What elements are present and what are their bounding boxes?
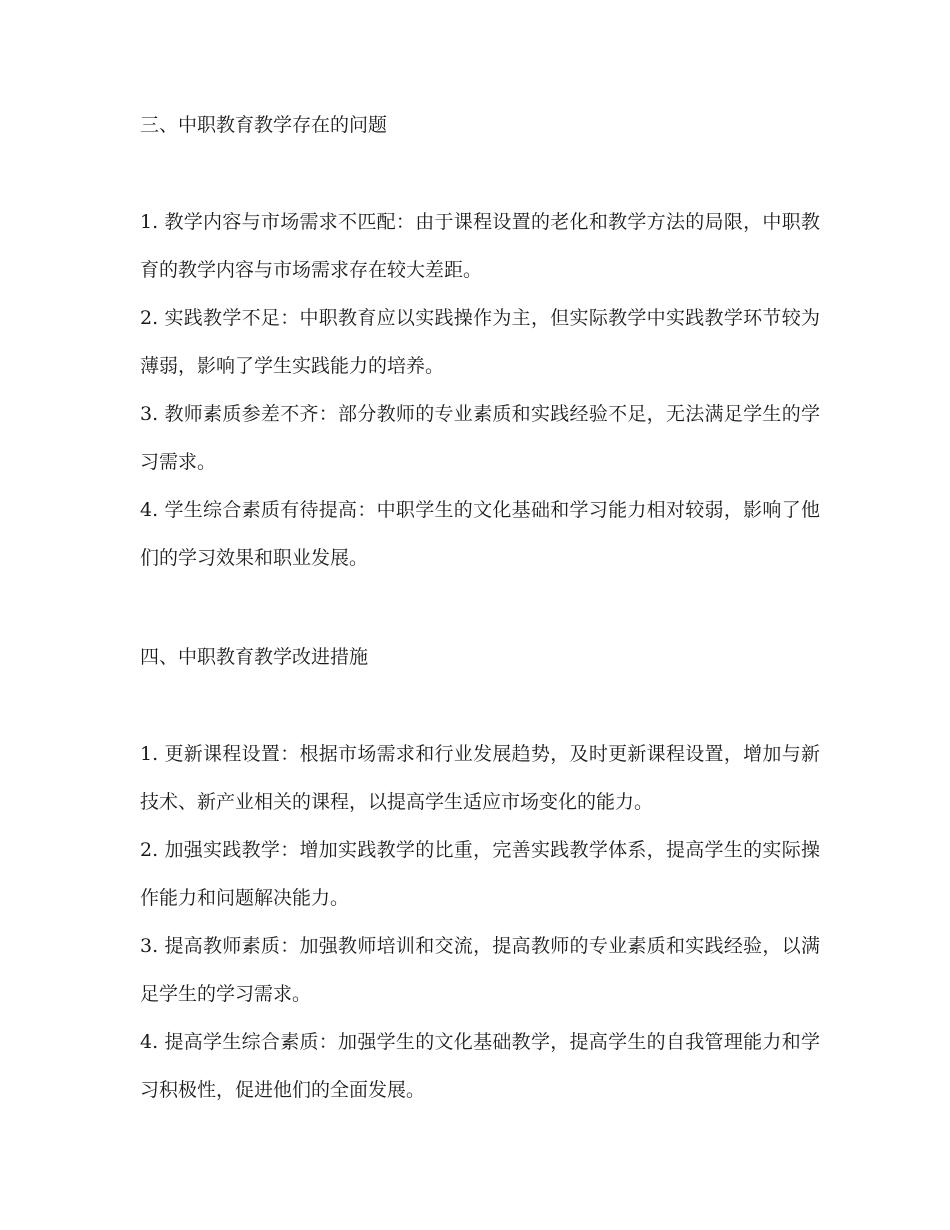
measure-item-3: 3. 提高教师素质：加强教师培训和交流，提高教师的专业素质和实践经验，以满足学生的学习需求。	[140, 935, 820, 1005]
problem-item-2: 2. 实践教学不足：中职教育应以实践操作为主，但实际教学中实践教学环节较为薄弱，影响了学生实践能力的培养。	[140, 307, 820, 377]
measure-item-2: 2. 加强实践教学：增加实践教学的比重，完善实践教学体系，提高学生的实际操作能力和问题解决能力。	[140, 839, 820, 909]
measure-item-1: 1. 更新课程设置：根据市场需求和行业发展趋势，及时更新课程设置，增加与新技术、新产业相关的课程，以提高学生适应市场变化的能力。	[140, 743, 820, 813]
problem-item-4: 4. 学生综合素质有待提高：中职学生的文化基础和学习能力相对较弱，影响了他们的学习效果和职业发展。	[140, 499, 820, 569]
section-heading-problems: 三、中职教育教学存在的问题	[140, 114, 388, 136]
measure-item-4: 4. 提高学生综合素质：加强学生的文化基础教学，提高学生的自我管理能力和学习积极性，促进他们的全面发展。	[140, 1031, 820, 1101]
problem-item-1: 1. 教学内容与市场需求不匹配：由于课程设置的老化和教学方法的局限，中职教育的教学内容与市场需求存在较大差距。	[140, 211, 820, 281]
section-heading-measures: 四、中职教育教学改进措施	[140, 646, 369, 668]
problem-item-3: 3. 教师素质参差不齐：部分教师的专业素质和实践经验不足，无法满足学生的学习需求。	[140, 403, 820, 473]
